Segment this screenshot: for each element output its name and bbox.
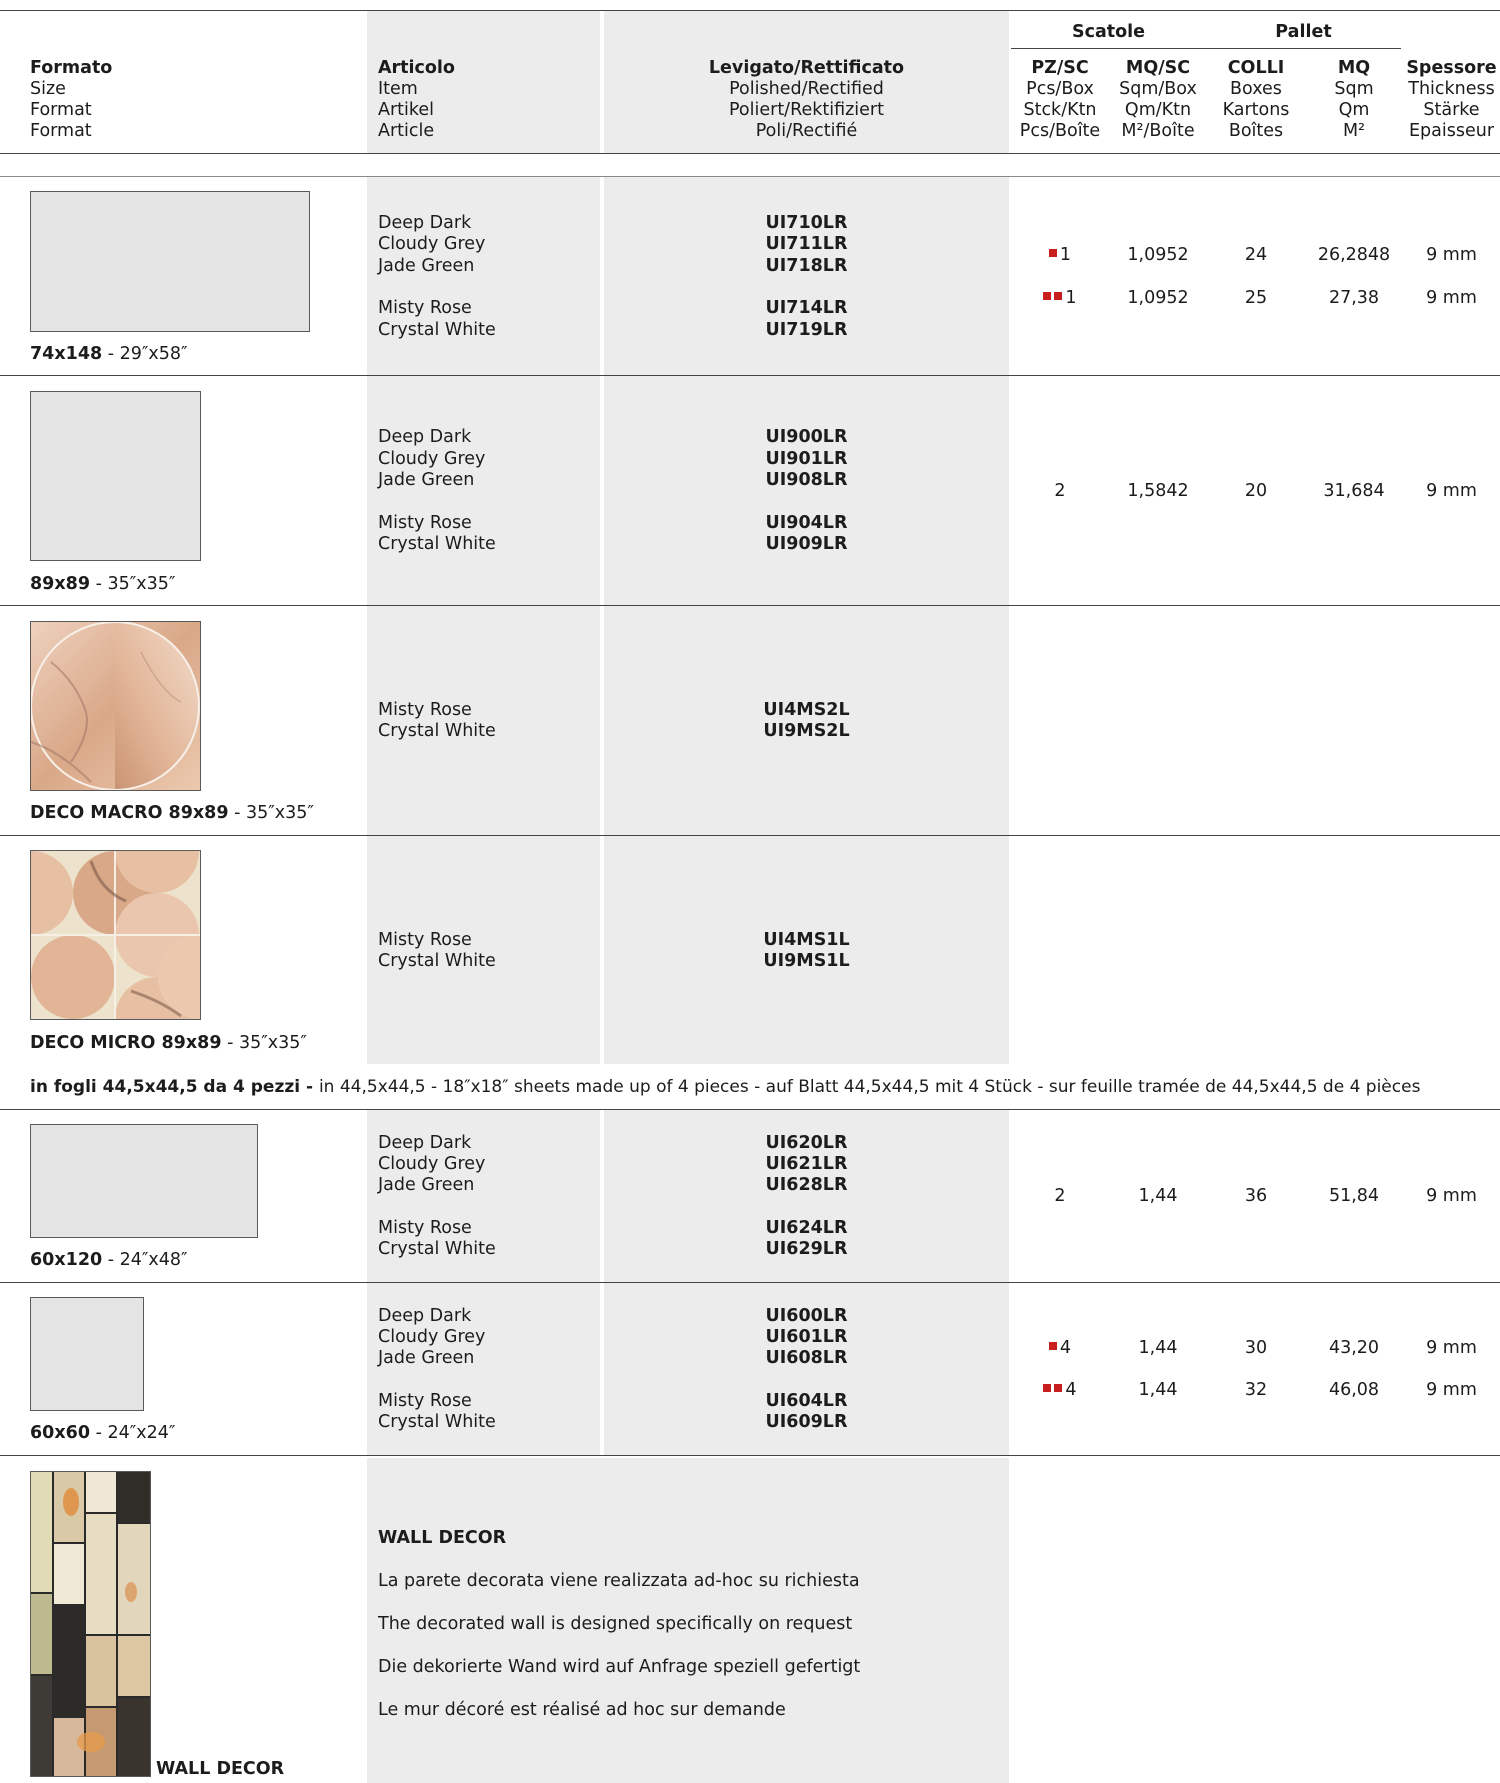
tile-swatch-89x89 [30, 391, 201, 561]
wall-decor-title: WALL DECOR [378, 1528, 507, 1548]
marker-square-icon [1049, 249, 1057, 257]
wall-decor-line: Le mur décoré est réalisé ad hoc sur demande [378, 1700, 786, 1720]
wall-decor-line: The decorated wall is designed specifically on request [378, 1614, 853, 1634]
deco-micro-swatch [30, 850, 201, 1020]
marker-square-icon [1049, 1342, 1057, 1350]
marker-square-icon [1054, 1384, 1062, 1392]
size-label: 60x120 - 24″x48″ [30, 1250, 188, 1270]
deco-macro-swatch [30, 621, 201, 791]
size-label: 89x89 - 35″x35″ [30, 574, 176, 594]
size-label: DECO MICRO 89x89 - 35″x35″ [30, 1033, 307, 1053]
marker-square-icon [1043, 292, 1051, 300]
size-label: 60x60 - 24″x24″ [30, 1423, 176, 1443]
marker-square-icon [1054, 292, 1062, 300]
wall-decor-swatch [30, 1471, 151, 1777]
wall-decor-line: Die dekorierte Wand wird auf Anfrage speziell gefertigt [378, 1657, 861, 1677]
wall-decor-label: WALL DECOR [156, 1759, 285, 1779]
size-label: 74x148 - 29″x58″ [30, 344, 188, 364]
size-label: DECO MACRO 89x89 - 35″x35″ [30, 803, 314, 823]
header-pallet: Pallet [1275, 22, 1332, 42]
header-scatole: Scatole [1071, 22, 1146, 42]
wall-decor-line: La parete decorata viene realizzata ad-hoc su richiesta [378, 1571, 860, 1591]
tile-swatch-60x120 [30, 1124, 258, 1238]
tile-swatch-60x60 [30, 1297, 144, 1411]
marker-square-icon [1043, 1384, 1051, 1392]
tile-swatch-74x148 [30, 191, 310, 332]
sheet-note: in fogli 44,5x44,5 da 4 pezzi - in 44,5x44,5 - 18″x18″ sheets made up of 4 pieces - auf Blatt 44,5x44,5 mit 4 Stück - sur feuille tramée de 44,5x44,5 de 4 pièces [30, 1077, 1421, 1097]
